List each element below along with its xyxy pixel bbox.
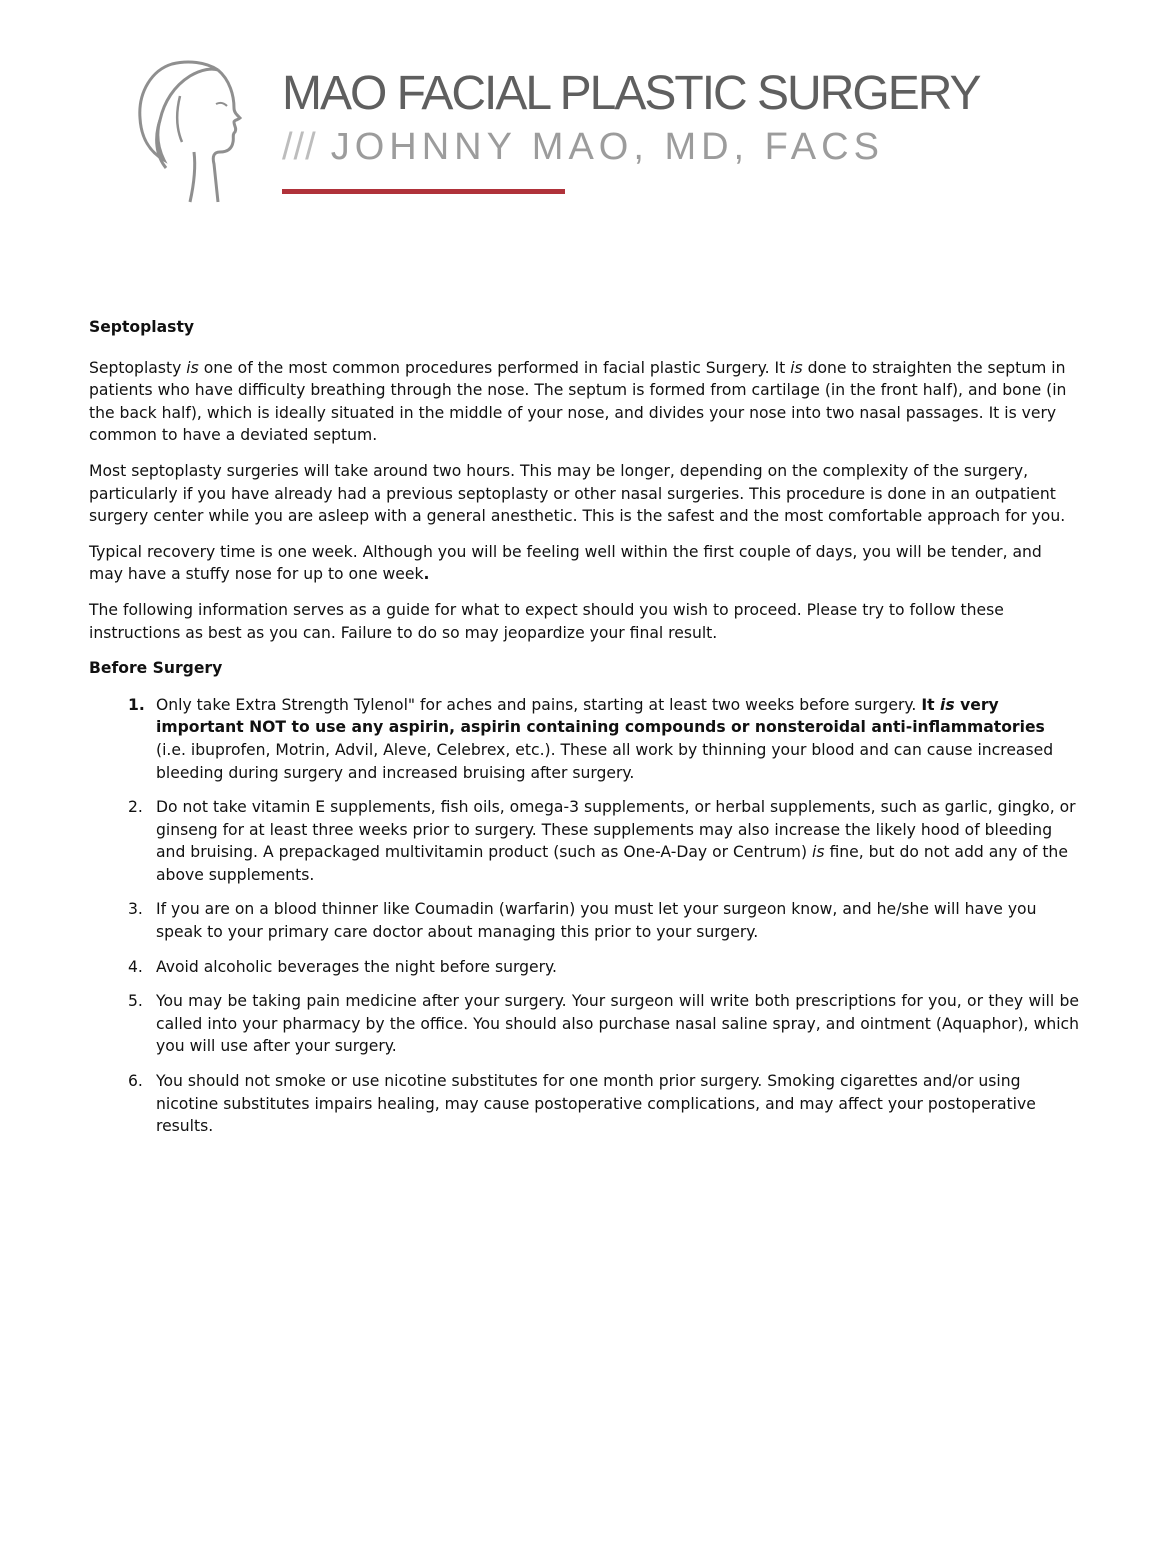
doctor-name: JOHNNY MAO, MD, FACS xyxy=(330,126,884,168)
list-item xyxy=(128,990,1079,1058)
list-number: 6. xyxy=(128,1072,143,1091)
guide-paragraph: The following information serves as a guide for what to expect should you wish to proceed. Please try to follow these instructions as best as you can. Failure to do so may jeopardize your final result. xyxy=(89,600,1004,642)
list-item xyxy=(128,956,1079,979)
list-item xyxy=(128,694,1079,784)
bold-text: . xyxy=(423,565,430,584)
list-number: 4. xyxy=(128,957,143,976)
text-run: done to straighten the septum in patients who have difficulty breathing through the nose. The septum is formed from cartilage (in the front half), and bone (in the back half), which is ideally situated in the middle of your nose, and divides your nose into two nasal passages. It is very common to have a deviated septum. xyxy=(89,358,1067,445)
recovery-paragraph xyxy=(89,541,1079,586)
duration-paragraph: Most septoplasty surgeries will take around two hours. This may be longer, depending on the complexity of the surgery, particularly if you have already had a previous septoplasty or other nasal surgeries. This procedure is done in an outpatient surgery center while you are asleep with a general anesthetic. This is the safest and the most comfortable approach for you. xyxy=(89,461,1066,526)
text-run: one of the most common procedures performed in facial plastic Surgery. It xyxy=(198,358,791,377)
logo-accent-rule xyxy=(282,189,565,194)
doctor-name-line xyxy=(282,128,884,166)
text-run: (i.e. ibuprofen, Motrin, Advil, Aleve, Celebrex, etc.). These all work by thinning your blood and can cause increased bleeding during surgery and increased bruising after surgery. xyxy=(156,740,1054,782)
before-surgery-heading: Before Surgery xyxy=(89,659,223,678)
list-number: 3. xyxy=(128,900,143,919)
text-run: Do not take vitamin E supplements, fish oils, omega-3 supplements, or herbal supplements, such as garlic, gingko, or ginseng for at least three weeks prior to surgery. These supplements may also increase the likely hood of bleeding and bruising. A prepackaged multivitamin product (such as One-A-Day or Centrum) xyxy=(156,798,1076,862)
text-run: fine, but do not add any of the above supplements. xyxy=(156,843,1068,884)
before-surgery-list xyxy=(89,694,1079,1138)
list-item xyxy=(128,796,1079,886)
list-item-text: You may be taking pain medicine after your surgery. Your surgeon will write both prescriptions for you, or they will be called into your pharmacy by the office. You should also purchase nasal saline spray, and ointment (Aquaphor), which you will use after your surgery. xyxy=(156,992,1079,1056)
bold-text: very important NOT to use any aspirin, aspirin containing compounds or nonsteroidal anti-inflammatories xyxy=(156,695,1045,737)
intro-paragraph xyxy=(89,357,1079,447)
list-number: 2. xyxy=(128,798,143,817)
practice-name: MAO FACIAL PLASTIC SURGERY xyxy=(282,67,980,120)
emphasis-text: is xyxy=(812,843,825,862)
list-item-text: You should not smoke or use nicotine substitutes for one month prior surgery. Smoking cigarettes and/or using nicotine substitutes impairs healing, may cause postoperative complications, and may affect your postoperative results. xyxy=(156,1072,1036,1136)
list-number: 1. xyxy=(128,695,145,714)
text-run: Only take Extra Strength Tylenol" for aches and pains, starting at least two weeks before surgery. xyxy=(156,695,922,714)
document-title: Septoplasty xyxy=(89,318,195,336)
emphasis-text: is xyxy=(186,358,199,377)
list-number: 5. xyxy=(128,992,143,1011)
logo-slashes: /// xyxy=(282,126,317,168)
list-item-text: If you are on a blood thinner like Coumadin (warfarin) you must let your surgeon know, and he/she will have you speak to your primary care doctor about managing this prior to your surgery. xyxy=(156,900,1037,942)
text-run: Typical recovery time is one week. Although you will be feeling well within the first couple of days, you will be tender, and may have a stuffy nose for up to one week xyxy=(89,542,1042,584)
list-item xyxy=(128,898,1079,943)
practice-logo xyxy=(134,56,994,206)
list-item xyxy=(128,1070,1079,1138)
bold-text: It xyxy=(921,695,941,714)
text-run: Septoplasty xyxy=(89,358,187,377)
list-item-text: Avoid alcoholic beverages the night before surgery. xyxy=(156,957,557,976)
emphasis-text: is xyxy=(790,358,803,377)
face-profile-icon xyxy=(134,56,249,204)
document-body xyxy=(89,316,1079,1150)
bold-emphasis-text: is xyxy=(940,695,955,714)
